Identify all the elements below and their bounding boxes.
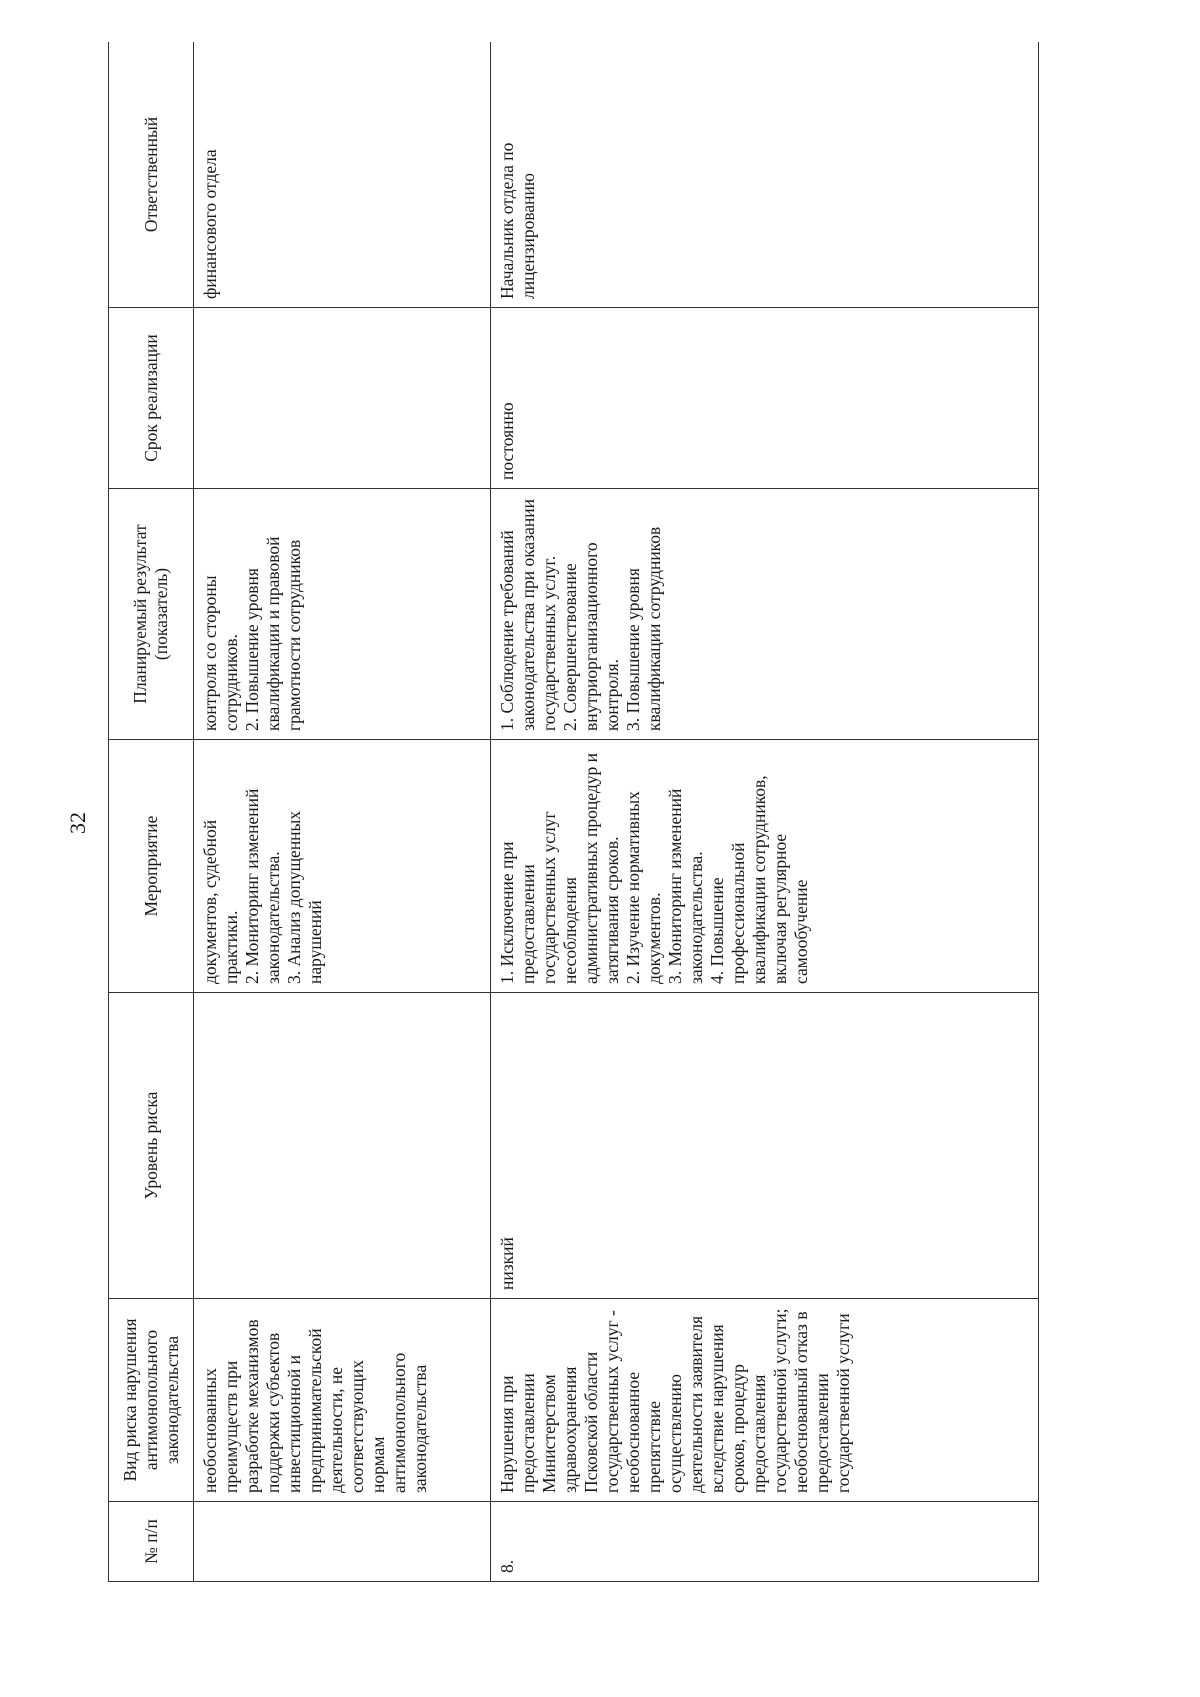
header-risk-level: Уровень риска bbox=[109, 993, 194, 1299]
header-planned-result: Планируемый результат (показатель) bbox=[109, 489, 194, 740]
cell-no bbox=[194, 1502, 491, 1582]
table-row bbox=[491, 42, 1039, 1582]
cell-planned-result: 1. Соблюдение требований законодательства при оказании государственных услуг. 2. Совершенствование внутриорганизационного контроля. 3. Повышение уровня квалификации сотрудников bbox=[491, 489, 1039, 740]
header-term: Срок реализации bbox=[109, 308, 194, 489]
cell-planned-result: контроля со стороны сотрудников. 2. Повышение уровня квалификации и правовой грамотности сотрудников bbox=[194, 489, 491, 740]
cell-measure: 1. Исключение при предоставлении государственных услуг несоблюдения административных процедур и затягивания сроков. 2. Изучение нормативных документов. 3. Мониторинг изменений законодательства. 4. Повышение профессиональной квалификации сотрудников, включая регулярное самообучение bbox=[491, 740, 1039, 993]
cell-risk-level: низкий bbox=[491, 993, 1039, 1299]
header-no: № п/п bbox=[109, 1502, 194, 1582]
cell-term: постоянно bbox=[491, 308, 1039, 489]
cell-term bbox=[194, 308, 491, 489]
page-number: 32 bbox=[65, 812, 90, 834]
cell-risk-type: необоснованных преимуществ при разработке механизмов поддержки субъектов инвестиционной и предпринимательской деятельности, не соответствующих нормам антимонопольного законодательства bbox=[194, 1299, 491, 1502]
cell-risk-type: Нарушения при предоставлении Министерством здравоохранения Псковской области государственных услуг - необоснованное препятствие осуществлению деятельности заявителя вследствие нарушения сроков, процедур предоставления государственной услуги; необоснованный отказ в предоставлении государственной услуги bbox=[491, 1299, 1039, 1502]
header-risk-type: Вид риска нарушения антимонопольного законодательства bbox=[109, 1299, 194, 1502]
cell-no: 8. bbox=[491, 1502, 1039, 1582]
header-measure: Мероприятие bbox=[109, 740, 194, 993]
header-responsible: Ответственный bbox=[109, 42, 194, 308]
table-row bbox=[194, 42, 491, 1582]
table-header-row bbox=[109, 42, 194, 1582]
cell-risk-level bbox=[194, 993, 491, 1299]
table-frame bbox=[108, 42, 1039, 1582]
cell-responsible: Начальник отдела по лицензированию bbox=[491, 42, 1039, 308]
cell-responsible: финансового отдела bbox=[194, 42, 491, 308]
cell-measure: документов, судебной практики. 2. Мониторинг изменений законодательства. 3. Анализ допущенных нарушений bbox=[194, 740, 491, 993]
risk-table bbox=[108, 42, 1039, 1582]
